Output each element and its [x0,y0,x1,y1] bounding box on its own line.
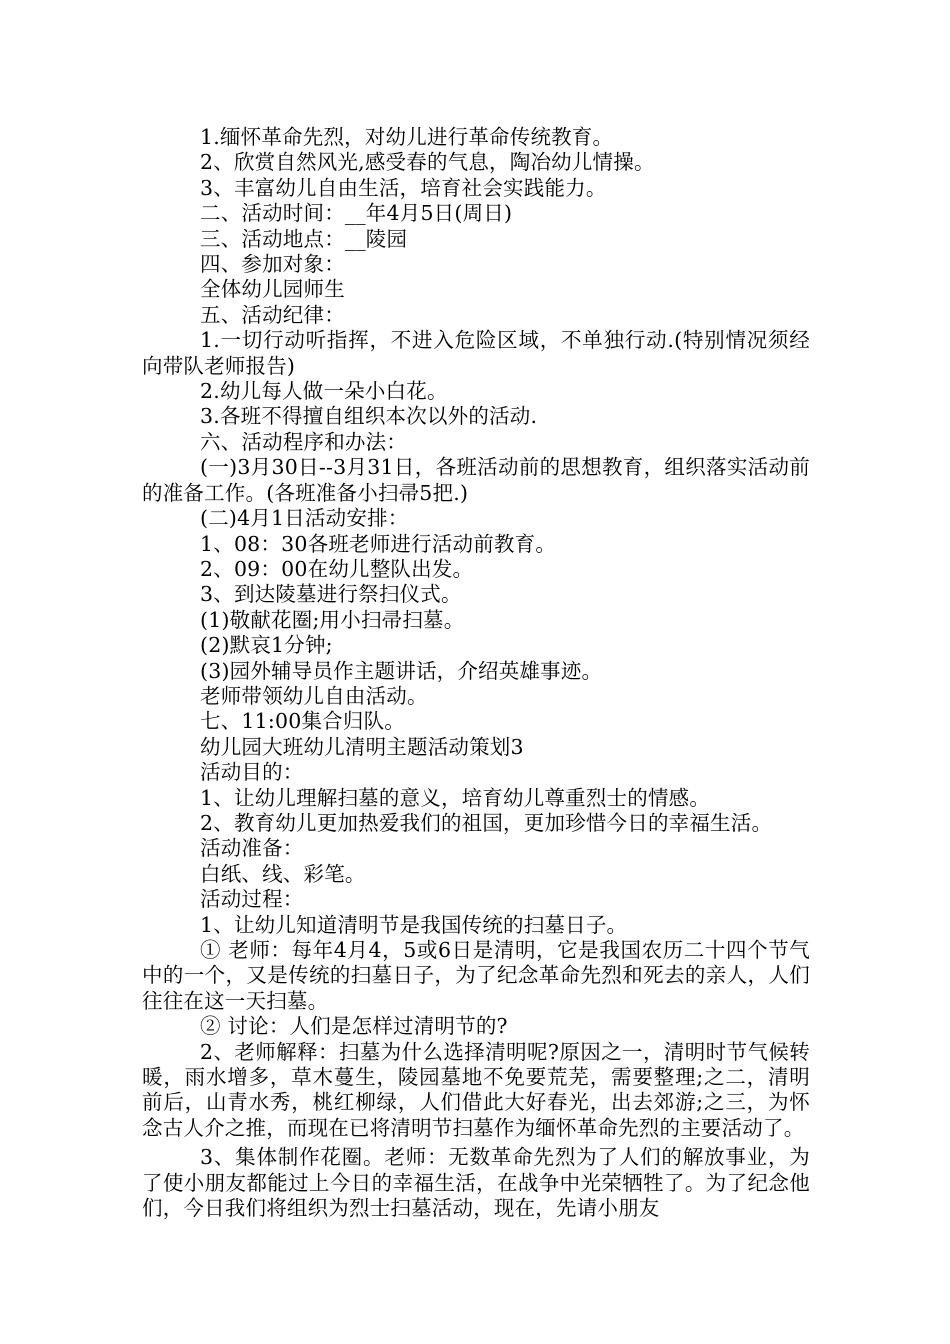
paragraph: 2、09：00在幼儿整队出发。 [200,556,474,581]
paragraph: (2)默哀1分钟; [200,633,333,658]
paragraph: 1.一切行动听指挥，不进入危险区域，不单独行动.(特别情况须经向带队老师报告) [142,328,810,378]
paragraph: 老师带领幼儿自由活动。 [200,683,428,708]
paragraph: (一)3月30日--3月31日，各班活动前的思想教育，组织落实活动前的准备工作。(各班准备小扫帚5把.) [142,455,810,505]
paragraph: 1、08：30各班老师进行活动前教育。 [200,531,557,556]
paragraph: 2.幼儿每人做一朵小白花。 [200,379,448,404]
paragraph: (3)园外辅导员作主题讲话，介绍英雄事迹。 [200,658,603,683]
section-heading: 活动准备： [200,836,304,861]
paragraph: 3、到达陵墓进行祭扫仪式。 [200,582,462,607]
paragraph: (1)敬献花圈;用小扫帚扫墓。 [200,607,465,632]
paragraph: 3、丰富幼儿自由生活，培育社会实践能力。 [200,175,607,200]
section-heading: 三、活动地点：__陵园 [200,226,408,251]
paragraph: 3.各班不得擅自组织本次以外的活动. [200,404,538,429]
paragraph: 2、教育幼儿更加热爱我们的祖国，更加珍惜今日的幸福生活。 [200,810,773,835]
section-heading: 活动目的： [200,760,304,785]
paragraph: 白纸、线、彩笔。 [200,861,366,886]
paragraph: ① 老师：每年4月4，5或6日是清明，它是我国农历二十四个节气中的一个，又是传统的扫墓日子，为了纪念革命先烈和死去的亲人，人们往往在这一天扫墓。 [142,938,810,1013]
paragraph: 1、让幼儿知道清明节是我国传统的扫墓日子。 [200,912,628,937]
section-heading: 五、活动纪律： [200,302,345,327]
document-title: 幼儿园大班幼儿清明主题活动策划3 [200,734,524,759]
paragraph: 2、欣赏自然风光,感受春的气息，陶冶幼儿情操。 [200,150,655,175]
section-heading: 活动过程： [200,887,304,912]
document-body [142,125,810,1221]
paragraph: 2、老师解释：扫墓为什么选择清明呢?原因之一，清明时节气候转暖，雨水增多，草木蔓生，陵园墓地不免要荒芜，需要整理;之二，清明前后，山青水秀，桃红柳绿，人们借此大好春光，出去郊游;之三，为怀念古人介之推，而现在已将清明节扫墓作为缅怀革命先烈的主要活动了。 [142,1039,810,1140]
paragraph: 1.缅怀革命先烈，对幼儿进行革命传统教育。 [200,125,614,149]
paragraph: 3、集体制作花圈。老师：无数革命先烈为了人们的解放事业，为了使小朋友都能过上今日的幸福生活，在战争中光荣牺牲了。为了纪念他们，今日我们将组织为烈士扫墓活动，现在，先请小朋友 [142,1145,810,1221]
paragraph: 1、让幼儿理解扫墓的意义，培育幼儿尊重烈士的情感。 [200,785,711,810]
section-heading: 二、活动时间：__年4月5日(周日) [200,201,513,226]
paragraph: (二)4月1日活动安排： [200,506,409,531]
section-heading: 四、参加对象： [200,252,345,277]
paragraph: 全体幼儿园师生 [200,277,345,302]
section-heading: 六、活动程序和办法： [200,429,407,454]
section-heading: 七、11:00集合归队。 [200,709,405,734]
paragraph: ② 讨论：人们是怎样过清明节的? [200,1014,508,1039]
